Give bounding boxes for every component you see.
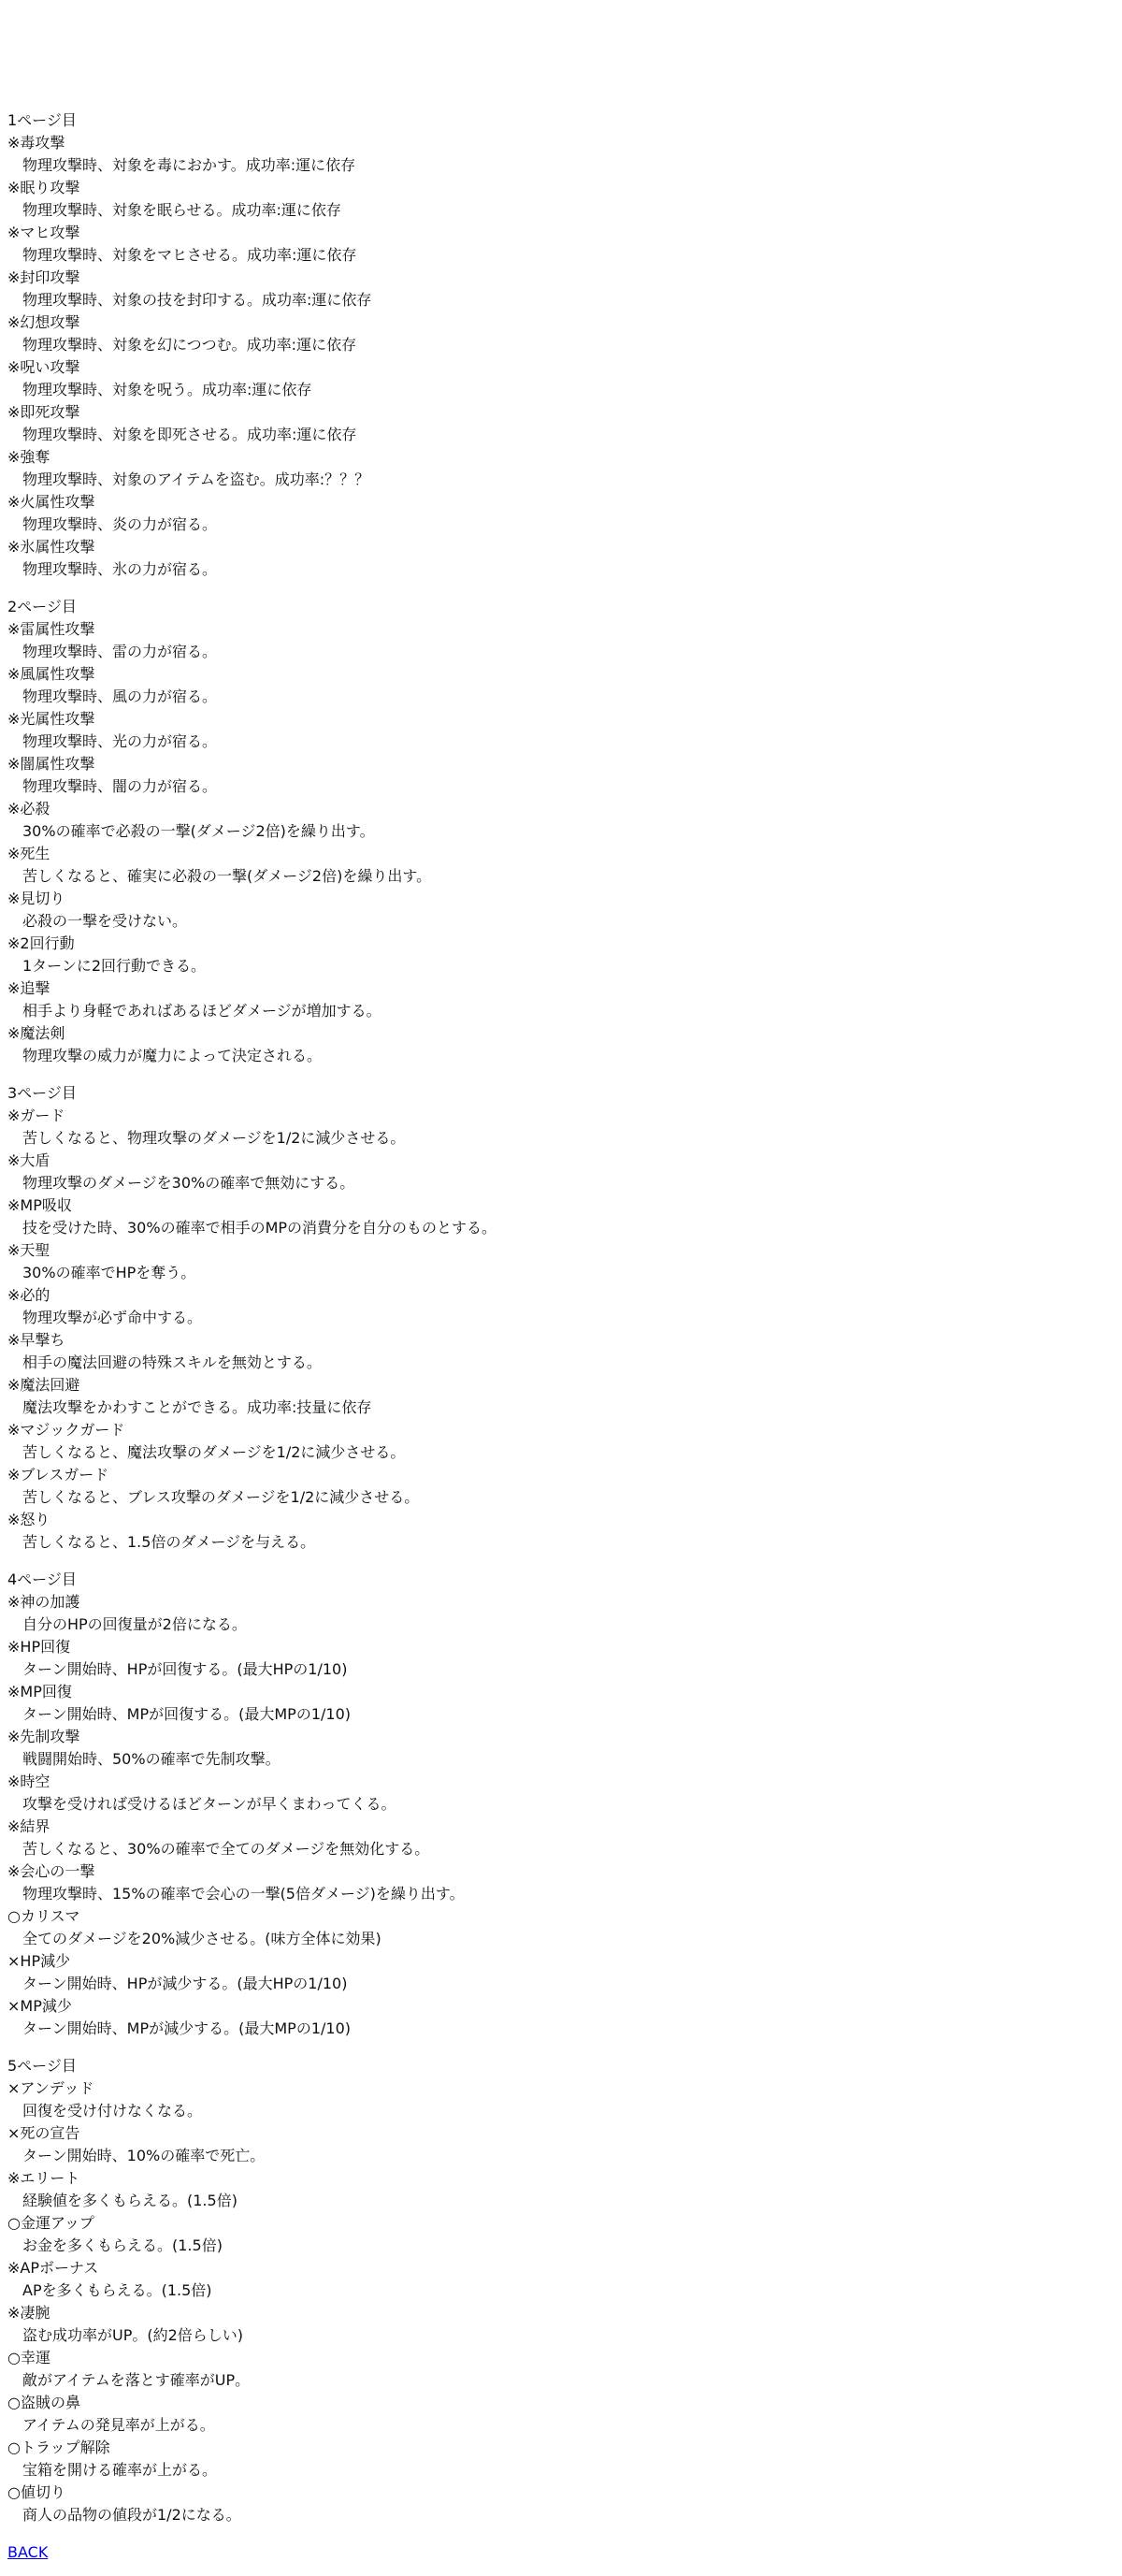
skill-name: 眠り攻撃 — [20, 179, 80, 196]
skill-description: 技を受けた時、30%の確率で相手のMPの消費分を自分のものとする。 — [22, 1219, 497, 1237]
skill-mark: ○ — [7, 2214, 21, 2232]
skill-name-line — [7, 1284, 1111, 1307]
skill-name-line — [7, 663, 1111, 686]
skill-name: HP回復 — [20, 1638, 71, 1656]
skill-description: ターン開始時、10%の確率で死亡。 — [22, 2147, 266, 2164]
skill-name: ブレスガード — [20, 1466, 109, 1483]
skill-description: 商人の品物の値段が1/2になる。 — [22, 2506, 241, 2524]
skill-description: 苦しくなると、ブレス攻撃のダメージを1/2に減少させる。 — [22, 1488, 420, 1506]
skill-name-line — [7, 491, 1111, 514]
skill-description: 自分のHPの回復量が2倍になる。 — [22, 1615, 247, 1633]
skill-description: 物理攻撃時、対象の技を封印する。成功率:運に依存 — [22, 291, 372, 309]
skill-mark: ※ — [7, 358, 21, 376]
skill-list-document — [7, 109, 1111, 2564]
skill-mark: × — [7, 1952, 21, 1970]
skill-mark: ※ — [7, 1466, 21, 1483]
skill-mark: ※ — [7, 710, 21, 728]
skill-name-line — [7, 1636, 1111, 1658]
skill-name-line — [7, 708, 1111, 731]
skill-description: 物理攻撃時、対象を幻につつむ。成功率:運に依存 — [22, 336, 357, 354]
page-heading: 1ページ目 — [7, 111, 77, 129]
skill-name: ガード — [20, 1107, 65, 1124]
page-section — [7, 1569, 1111, 2040]
skill-mark: ※ — [7, 1511, 21, 1528]
skill-name: カリスマ — [20, 1907, 80, 1925]
page-heading: 3ページ目 — [7, 1084, 77, 1102]
skill-name: 時空 — [20, 1773, 50, 1790]
skill-description: 攻撃を受ければ受けるほどターンが早くまわってくる。 — [22, 1795, 396, 1813]
skill-name-line — [7, 1905, 1111, 1928]
skill-name-line — [7, 1464, 1111, 1486]
skill-mark: ※ — [7, 268, 21, 286]
skill-mark: ※ — [7, 1421, 21, 1439]
skill-name-line — [7, 753, 1111, 775]
skill-mark: ※ — [7, 845, 21, 862]
skill-name-line — [7, 2482, 1111, 2504]
skill-name-line — [7, 1239, 1111, 1262]
skill-name-line — [7, 536, 1111, 558]
skill-mark: ※ — [7, 538, 21, 556]
page-section — [7, 109, 1111, 581]
skill-name-line — [7, 1681, 1111, 1703]
skill-name-line — [7, 1419, 1111, 1441]
skill-name: 死生 — [20, 845, 50, 862]
skill-name: マヒ攻撃 — [20, 224, 80, 241]
skill-description: 物理攻撃時、対象を呪う。成功率:運に依存 — [22, 381, 312, 398]
skill-name: MP回復 — [20, 1683, 72, 1700]
skill-mark: ※ — [7, 1638, 21, 1656]
skill-name: 早撃ち — [20, 1331, 65, 1349]
skill-name-line — [7, 401, 1111, 424]
skill-description: 30%の確率でHPを奪う。 — [22, 1264, 196, 1281]
skill-description: 物理攻撃のダメージを30%の確率で無効にする。 — [22, 1174, 355, 1192]
skill-name: 見切り — [20, 890, 65, 907]
back-link[interactable]: BACK — [7, 2543, 49, 2561]
skill-mark: ※ — [7, 134, 21, 152]
page-section — [7, 1082, 1111, 1554]
skill-name-line — [7, 618, 1111, 641]
skill-name-line — [7, 267, 1111, 289]
skill-mark: ※ — [7, 1728, 21, 1745]
skill-description: 苦しくなると、魔法攻撃のダメージを1/2に減少させる。 — [22, 1443, 406, 1461]
skill-description: 物理攻撃時、風の力が宿る。 — [22, 687, 218, 705]
skill-name-line — [7, 2302, 1111, 2324]
skill-mark: ※ — [7, 2259, 21, 2277]
skill-mark: ○ — [7, 2394, 21, 2411]
skill-name-line — [7, 977, 1111, 1000]
skill-name: 強奪 — [20, 448, 50, 466]
skill-name: 魔法剣 — [20, 1024, 65, 1042]
skill-name-line — [7, 2257, 1111, 2279]
skill-name: 必殺 — [20, 800, 50, 818]
skill-name: MP減少 — [20, 1997, 72, 2015]
skill-description: ターン開始時、HPが減少する。(最大HPの1/10) — [22, 1975, 348, 1992]
skill-name-line — [7, 2167, 1111, 2190]
skill-name: 風属性攻撃 — [20, 665, 95, 683]
skill-description: 物理攻撃時、対象を即死させる。成功率:運に依存 — [22, 426, 357, 443]
skill-name-line — [7, 356, 1111, 379]
skill-name-line — [7, 2212, 1111, 2235]
skill-name-line — [7, 888, 1111, 910]
skill-name: エリート — [20, 2169, 80, 2187]
skill-name-line — [7, 2392, 1111, 2414]
skill-name: 死の宣告 — [20, 2124, 80, 2142]
skill-name-line — [7, 1726, 1111, 1748]
skill-mark: × — [7, 2124, 21, 2142]
skill-name-line — [7, 311, 1111, 334]
skill-mark: × — [7, 2079, 21, 2097]
skill-mark: ※ — [7, 890, 21, 907]
page-section — [7, 596, 1111, 1067]
skill-mark: ※ — [7, 2169, 21, 2187]
skill-name-line — [7, 798, 1111, 820]
skill-mark: ※ — [7, 1376, 21, 1394]
skill-name: 火属性攻撃 — [20, 493, 95, 511]
skill-description: 物理攻撃時、対象を毒におかす。成功率:運に依存 — [22, 156, 356, 174]
skill-description: 物理攻撃の威力が魔力によって決定される。 — [22, 1047, 323, 1064]
skill-mark: ※ — [7, 448, 21, 466]
skill-mark: ○ — [7, 2349, 21, 2366]
skill-name: 凄腕 — [20, 2304, 50, 2322]
skill-name-line — [7, 1329, 1111, 1352]
skill-name: 氷属性攻撃 — [20, 538, 95, 556]
skill-name: 封印攻撃 — [20, 268, 80, 286]
skill-mark: ※ — [7, 179, 21, 196]
skill-name-line — [7, 1105, 1111, 1127]
skill-name: 先制攻撃 — [20, 1728, 80, 1745]
skill-name-line — [7, 1995, 1111, 2018]
skill-name-line — [7, 1950, 1111, 1973]
skill-description: 物理攻撃時、対象を眠らせる。成功率:運に依存 — [22, 201, 341, 219]
page-heading: 4ページ目 — [7, 1570, 77, 1588]
skill-mark: ※ — [7, 1241, 21, 1259]
skill-description: 苦しくなると、確実に必殺の一撃(ダメージ2倍)を繰り出す。 — [22, 867, 432, 885]
skill-mark: ※ — [7, 665, 21, 683]
skill-mark: ※ — [7, 224, 21, 241]
skill-description: 苦しくなると、物理攻撃のダメージを1/2に減少させる。 — [22, 1129, 406, 1147]
skill-description: 物理攻撃時、15%の確率で会心の一撃(5倍ダメージ)を繰り出す。 — [22, 1885, 465, 1903]
skill-name: 雷属性攻撃 — [20, 620, 95, 638]
page-heading: 5ページ目 — [7, 2057, 77, 2075]
skill-name-line — [7, 1771, 1111, 1793]
skill-mark: ※ — [7, 755, 21, 773]
skill-name: 呪い攻撃 — [20, 358, 80, 376]
skill-name-line — [7, 2077, 1111, 2100]
skill-description: 物理攻撃時、炎の力が宿る。 — [22, 515, 218, 533]
skill-name: 大盾 — [20, 1151, 50, 1169]
skill-name: 値切り — [20, 2483, 65, 2501]
skill-mark: ※ — [7, 1331, 21, 1349]
page-heading: 2ページ目 — [7, 598, 77, 615]
skill-mark: ※ — [7, 313, 21, 331]
skill-description: 物理攻撃が必ず命中する。 — [22, 1309, 203, 1326]
skill-description: ターン開始時、HPが回復する。(最大HPの1/10) — [22, 1660, 348, 1678]
skill-name: 光属性攻撃 — [20, 710, 95, 728]
skill-name: 2回行動 — [20, 934, 75, 952]
skill-description: 回復を受け付けなくなる。 — [22, 2102, 203, 2120]
skill-name: 毒攻撃 — [20, 134, 65, 152]
skill-description: アイテムの発見率が上がる。 — [22, 2416, 215, 2434]
skill-name: 天聖 — [20, 1241, 50, 1259]
skill-name-line — [7, 446, 1111, 469]
skill-name-line — [7, 1022, 1111, 1045]
skill-mark: ○ — [7, 2483, 21, 2501]
skill-description: 魔法攻撃をかわすことができる。成功率:技量に依存 — [22, 1398, 372, 1416]
skill-description: お金を多くもらえる。(1.5倍) — [22, 2236, 223, 2254]
skill-name-line — [7, 1509, 1111, 1531]
skill-name-line — [7, 1860, 1111, 1883]
skill-description: 全てのダメージを20%減少させる。(味方全体に効果) — [22, 1930, 381, 1947]
skill-mark: ○ — [7, 2439, 21, 2456]
skill-description: 物理攻撃時、雷の力が宿る。 — [22, 643, 218, 660]
skill-description: 物理攻撃時、闇の力が宿る。 — [22, 777, 218, 795]
skill-name: 即死攻撃 — [20, 403, 80, 421]
skill-name: 幻想攻撃 — [20, 313, 80, 331]
skill-name: 金運アップ — [20, 2214, 94, 2232]
skill-name: 闇属性攻撃 — [20, 755, 95, 773]
skill-description: 宝箱を開ける確率が上がる。 — [22, 2461, 218, 2479]
skill-description: 敵がアイテムを落とす確率がUP。 — [22, 2371, 251, 2389]
skill-mark: ※ — [7, 800, 21, 818]
skill-mark: × — [7, 1997, 21, 2015]
skill-description: 必殺の一撃を受けない。 — [22, 912, 188, 930]
skill-description: 1ターンに2回行動できる。 — [22, 957, 207, 975]
skill-mark: ※ — [7, 1683, 21, 1700]
skill-name: 神の加護 — [20, 1593, 80, 1611]
skill-description: 盗む成功率がUP。(約2倍らしい) — [22, 2326, 244, 2344]
skill-name: 結界 — [20, 1817, 50, 1835]
skill-name-line — [7, 2437, 1111, 2459]
skill-mark: ※ — [7, 1196, 21, 1214]
skill-mark: ※ — [7, 1286, 21, 1304]
skill-name: 幸運 — [20, 2349, 50, 2366]
skill-mark: ※ — [7, 1107, 21, 1124]
skill-mark: ※ — [7, 403, 21, 421]
skill-description: 苦しくなると、1.5倍のダメージを与える。 — [22, 1533, 316, 1551]
skill-name: マジックガード — [20, 1421, 125, 1439]
skill-name-line — [7, 1150, 1111, 1172]
skill-name: 怒り — [20, 1511, 50, 1528]
skill-name: 会心の一撃 — [20, 1862, 95, 1880]
skill-mark: ○ — [7, 1907, 21, 1925]
skill-name: APボーナス — [20, 2259, 99, 2277]
skill-description: 物理攻撃時、光の力が宿る。 — [22, 732, 218, 750]
skill-name: 魔法回避 — [20, 1376, 80, 1394]
skill-name-line — [7, 177, 1111, 199]
skill-mark: ※ — [7, 493, 21, 511]
skill-description: 30%の確率で必殺の一撃(ダメージ2倍)を繰り出す。 — [22, 822, 375, 840]
skill-description: 相手より身軽であればあるほどダメージが増加する。 — [22, 1002, 381, 1020]
skill-name-line — [7, 933, 1111, 955]
skill-description: 物理攻撃時、氷の力が宿る。 — [22, 560, 218, 578]
skill-name-line — [7, 1374, 1111, 1397]
skill-description: 経験値を多くもらえる。(1.5倍) — [22, 2192, 237, 2209]
skill-mark: ※ — [7, 2304, 21, 2322]
skill-description: 苦しくなると、30%の確率で全てのダメージを無効化する。 — [22, 1840, 430, 1858]
skill-name: トラップ解除 — [20, 2439, 110, 2456]
skill-name-line — [7, 843, 1111, 865]
skill-mark: ※ — [7, 1593, 21, 1611]
skill-mark: ※ — [7, 1773, 21, 1790]
skill-description: 戦闘開始時、50%の確率で先制攻撃。 — [22, 1750, 280, 1768]
skill-name: HP減少 — [20, 1952, 71, 1970]
skill-mark: ※ — [7, 1024, 21, 1042]
skill-name: 必的 — [20, 1286, 50, 1304]
skill-description: ターン開始時、MPが回復する。(最大MPの1/10) — [22, 1705, 352, 1723]
skill-name-line — [7, 132, 1111, 154]
page-section — [7, 2055, 1111, 2526]
skill-description: 相手の魔法回避の特殊スキルを無効とする。 — [22, 1353, 322, 1371]
skill-name: MP吸収 — [20, 1196, 72, 1214]
skill-name-line — [7, 1194, 1111, 1217]
skill-name-line — [7, 2347, 1111, 2369]
skill-mark: ※ — [7, 1862, 21, 1880]
skill-description: 物理攻撃時、対象のアイテムを盗む。成功率:？？？ — [22, 470, 370, 488]
skill-mark: ※ — [7, 979, 21, 997]
skill-mark: ※ — [7, 934, 21, 952]
skill-name-line — [7, 2122, 1111, 2145]
skill-name-line — [7, 1816, 1111, 1838]
skill-name-line — [7, 222, 1111, 244]
skill-name: 盗賊の鼻 — [20, 2394, 80, 2411]
skill-mark: ※ — [7, 1151, 21, 1169]
skill-mark: ※ — [7, 1817, 21, 1835]
skill-name: アンデッド — [20, 2079, 94, 2097]
skill-description: APを多くもらえる。(1.5倍) — [22, 2281, 212, 2299]
skill-name-line — [7, 1591, 1111, 1614]
skill-mark: ※ — [7, 620, 21, 638]
skill-description: 物理攻撃時、対象をマヒさせる。成功率:運に依存 — [22, 246, 357, 264]
skill-name: 追撃 — [20, 979, 50, 997]
skill-description: ターン開始時、MPが減少する。(最大MPの1/10) — [22, 2019, 352, 2037]
